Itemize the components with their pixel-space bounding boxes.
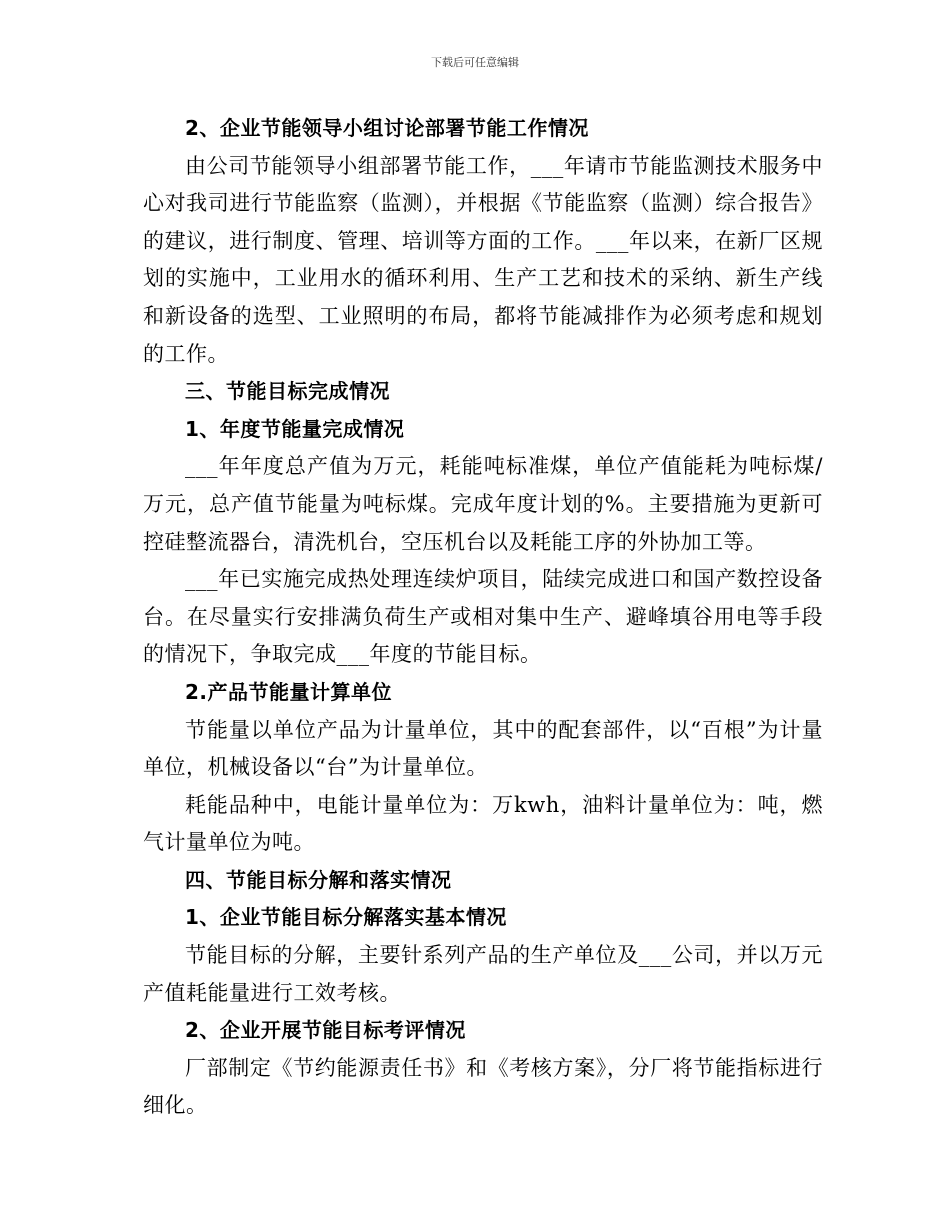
document-body [143,110,823,1125]
paragraph: ___年已实施完成热处理连续炉项目，陆续完成进口和国产数控设备台。在尽量实行安排满负荷生产或相对集中生产、避峰填谷用电等手段的情况下，争取完成___年度的节能目标。 [143,567,823,667]
paragraph: 节能量以单位产品为计量单位，其中的配套部件，以“百根”为计量单位，机械设备以“台”为计量单位。 [143,717,823,780]
section-heading: 2、企业开展节能目标考评情况 [185,1018,466,1043]
paragraph: 耗能品种中，电能计量单位为：万kwh，油料计量单位为：吨，燃气计量单位为吨。 [143,792,823,855]
page-header: 下载后可任意编辑 [431,56,519,69]
paragraph: 由公司节能领导小组部署节能工作，___年请市节能监测技术服务中心对我司进行节能监察（监测），并根据《节能监察（监测）综合报告》的建议，进行制度、管理、培训等方面的工作。___年以来，在新厂区规划的实施中，工业用水的循环利用、生产工艺和技术的采纳、新生产线和新设备的选型、工业照明的布局，都将节能减排作为必须考虑和规划的工作。 [143,153,823,366]
paragraph: 厂部制定《节约能源责任书》和《考核方案》，分厂将节能指标进行细化。 [143,1055,823,1118]
section-heading: 四、节能目标分解和落实情况 [185,867,452,892]
paragraph: ___年年度总产值为万元，耗能吨标准煤，单位产值能耗为吨标煤/万元，总产值节能量为吨标煤。完成年度计划的%。主要措施为更新可控硅整流器台，清洗机台，空压机台以及耗能工序的外协加工等。 [143,454,823,554]
paragraph: 节能目标的分解，主要针系列产品的生产单位及___公司，并以万元产值耗能量进行工效考核。 [143,943,823,1005]
section-heading: 2.产品节能量计算单位 [185,679,393,704]
section-heading: 1、年度节能量完成情况 [185,416,405,441]
section-heading: 2、企业节能领导小组讨论部署节能工作情况 [185,116,589,140]
section-heading: 1、企业节能目标分解落实基本情况 [185,905,507,930]
section-heading: 三、节能目标完成情况 [185,379,390,404]
